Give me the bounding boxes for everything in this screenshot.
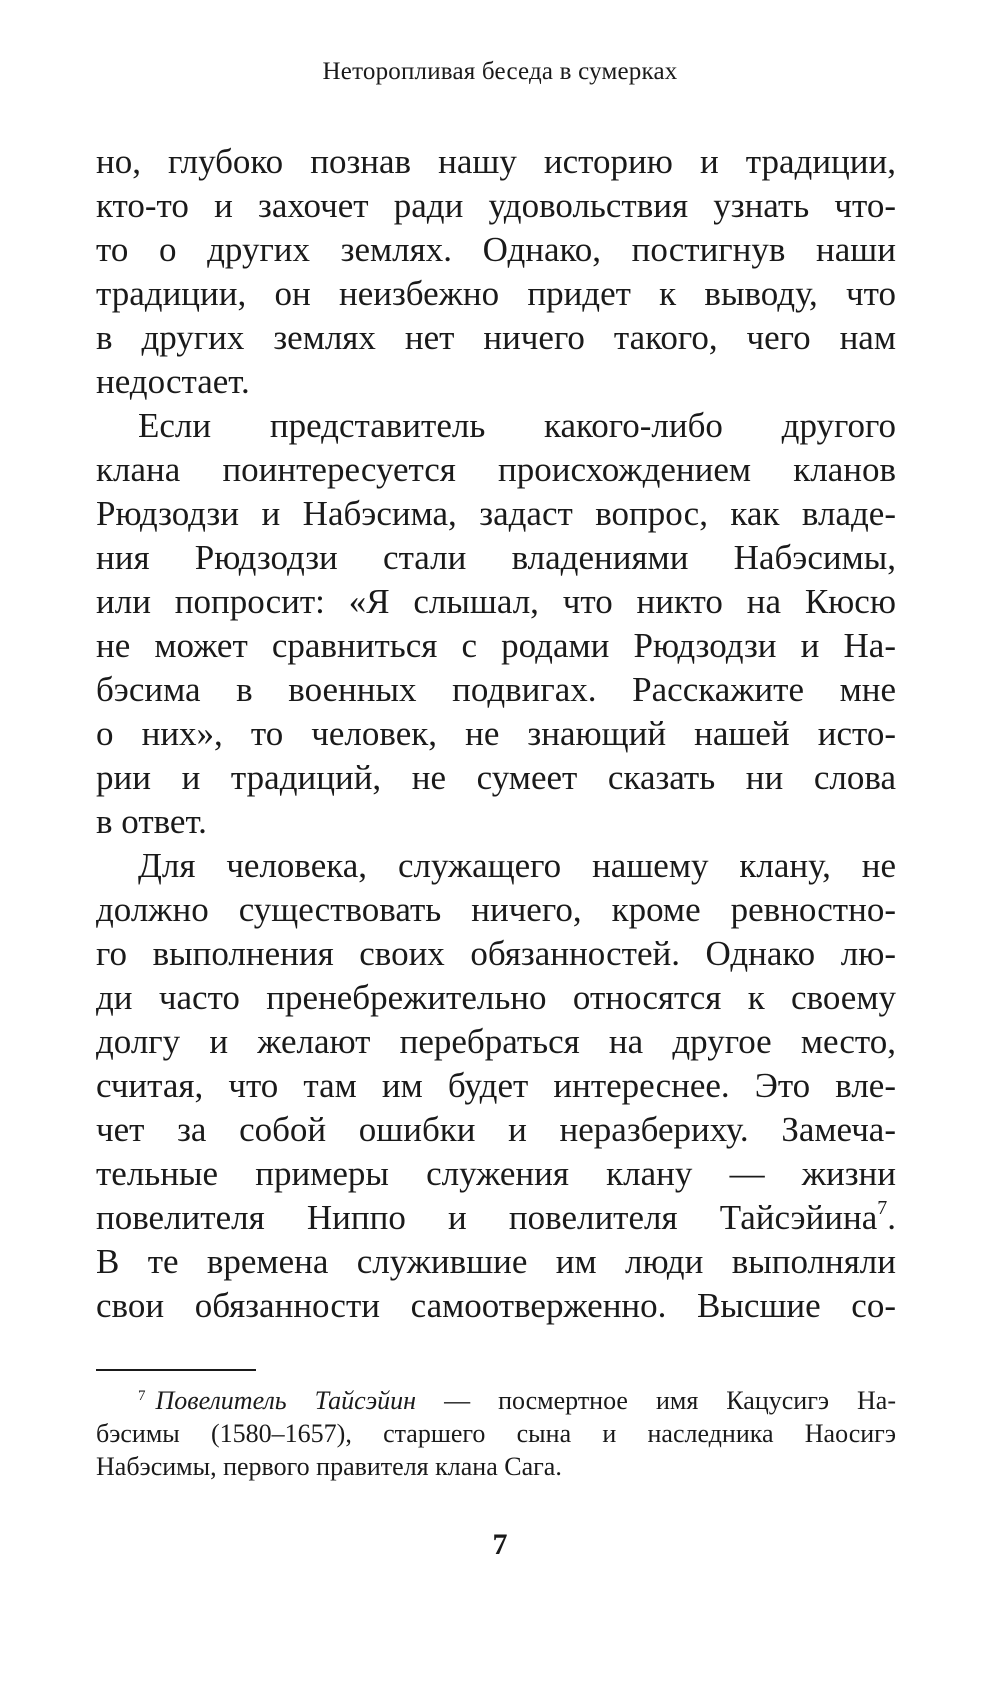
body-text [96, 140, 896, 1328]
text-line: Рюдзодзи и Набэсима, задаст вопрос, как владе- [96, 494, 896, 533]
text-line: рии и традиций, не сумеет сказать ни слова [96, 758, 896, 797]
text-line: го выполнения своих обязанностей. Однако лю- [96, 934, 896, 973]
footnote-divider [96, 1369, 256, 1371]
text-line: ди часто пренебрежительно относятся к своему [96, 978, 896, 1017]
text-line: должно существовать ничего, кроме ревностно- [96, 890, 896, 929]
footnote-reference[interactable]: 7 [877, 1197, 888, 1220]
footnote-marker: 7 [138, 1388, 146, 1404]
text-line: свои обязанности самоотверженно. Высшие со- [96, 1286, 896, 1325]
text-line: В те времена служившие им люди выполняли [96, 1242, 896, 1281]
text-line: но, глубоко познав нашу историю и традиции, [96, 142, 896, 181]
text-line: бэсима в военных подвигах. Расскажите мне [96, 670, 896, 709]
text-line-content: повелителя Ниппо и повелителя Тайсэйина [96, 1198, 878, 1237]
text-line: в других землях нет ничего такого, чего нам [96, 318, 896, 357]
running-head: Неторопливая беседа в сумерках [322, 58, 678, 85]
footnote-line [96, 1384, 896, 1417]
footnote-term: Повелитель Тайсэйин [155, 1386, 417, 1415]
text-line: или попросит: «Я слышал, что никто на Кюсю [96, 582, 896, 621]
text-line: не может сравниться с родами Рюдзодзи и На- [96, 626, 896, 665]
text-line-with-footnote-ref [96, 1196, 896, 1240]
text-line: Для человека, служащего нашему клану, не [138, 846, 896, 885]
page-number: 7 [492, 1528, 508, 1561]
text-line: Если представитель какого-либо другого [138, 406, 896, 445]
text-line: чет за собой ошибки и неразбериху. Замеча- [96, 1110, 896, 1149]
text-line: традиции, он неизбежно придет к выводу, что [96, 274, 896, 313]
footnote-line: бэсимы (1580–1657), старшего сына и наследника Наосигэ [96, 1419, 896, 1448]
footnote-text: — посмертное имя Кацусигэ На- [416, 1386, 896, 1415]
footnote-reference-punct: . [887, 1198, 896, 1237]
text-line: считая, что там им будет интереснее. Это вле- [96, 1066, 896, 1105]
text-line: клана поинтересуется происхождением кланов [96, 450, 896, 489]
text-line: кто-то и захочет ради удовольствия узнать что- [96, 186, 896, 225]
text-line: то о других землях. Однако, постигнув наши [96, 230, 896, 269]
text-line: ния Рюдзодзи стали владениями Набэсимы, [96, 538, 896, 577]
text-line: тельные примеры служения клану — жизни [96, 1154, 896, 1193]
text-line: недостает. [96, 362, 250, 401]
text-line: долгу и желают перебраться на другое место, [96, 1022, 896, 1061]
text-line: в ответ. [96, 802, 207, 841]
text-line: о них», то человек, не знающий нашей исто- [96, 714, 896, 753]
footnote [96, 1384, 896, 1483]
footnote-line: Набэсимы, первого правителя клана Сага. [96, 1452, 562, 1481]
